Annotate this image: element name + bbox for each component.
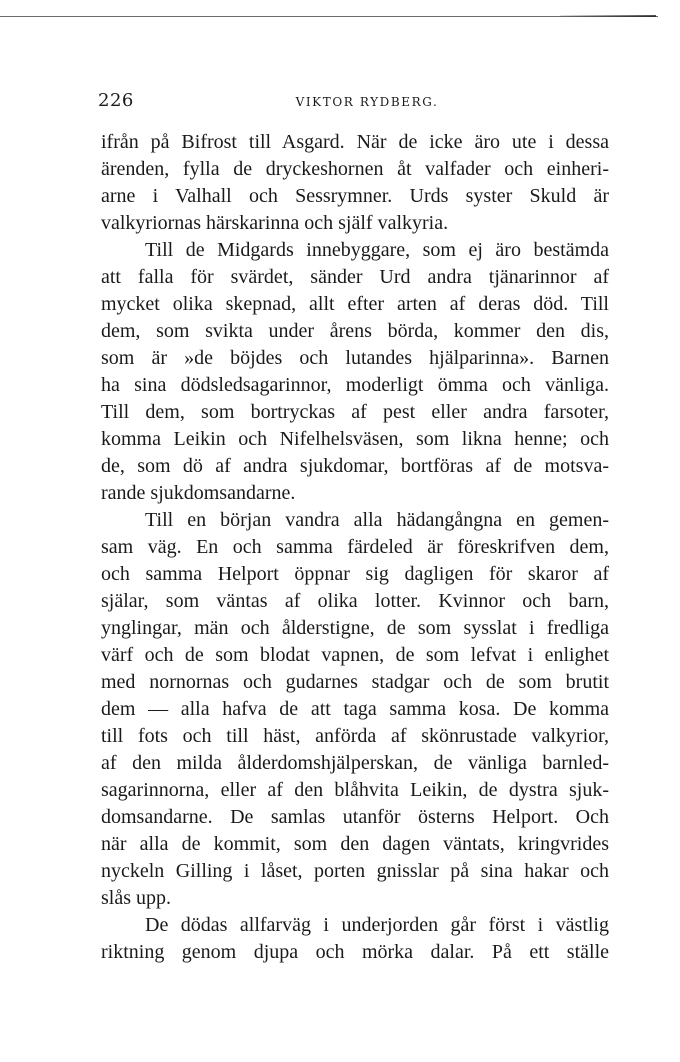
text-line: själar, som väntas af olika lotter. Kvinnor och barn, <box>101 590 609 612</box>
text-line: domsandarne. De samlas utanför österns Helport. Och <box>101 806 609 828</box>
text-line: ärenden, fylla de dryckeshornen åt valfader och einheri- <box>101 158 609 180</box>
text-line: när alla de kommit, som den dagen väntats, kringvrides <box>101 833 609 855</box>
text-line: att falla för svärdet, sänder Urd andra tjänarinnor af <box>101 266 609 288</box>
text-line: slås upp. <box>101 887 171 909</box>
text-line: ifrån på Bifrost till Asgard. När de icke äro ute i dessa <box>101 131 609 153</box>
text-line: till fots och till häst, anförda af skönrustade valkyrior, <box>101 725 609 747</box>
text-line: som är »de böjdes och lutandes hjälparinna». Barnen <box>101 347 609 369</box>
text-line: och samma Helport öppnar sig dagligen för skaror af <box>101 563 609 585</box>
text-line: arne i Valhall och Sessrymner. Urds syster Skuld är <box>101 185 609 207</box>
text-line: valkyriornas härskarinna och själf valkyria. <box>101 212 449 234</box>
text-line: sam väg. En och samma färdeled är föreskrifven dem, <box>101 536 609 558</box>
running-head: VIKTOR RYDBERG. <box>295 95 439 109</box>
text-line: af den milda ålderdomshjälperskan, de vänliga barnled- <box>101 752 609 774</box>
text-line: de, som dö af andra sjukdomar, bortföras af de motsva- <box>101 455 609 477</box>
paragraph-start-line: De dödas allfarväg i underjorden går först i västlig <box>145 914 609 936</box>
paragraph-start-line: Till de Midgards innebyggare, som ej äro bestämda <box>145 239 609 261</box>
text-line: dem — alla hafva de att taga samma kosa. De komma <box>101 698 609 720</box>
text-line: rande sjukdomsandarne. <box>101 482 296 504</box>
text-line: Till dem, som bortryckas af pest eller andra farsoter, <box>101 401 609 423</box>
text-line: värf och de som blodat vapnen, de som lefvat i enlighet <box>101 644 609 666</box>
body-text <box>101 129 609 966</box>
top-rule-shading <box>560 15 656 17</box>
text-line: riktning genom djupa och mörka dalar. På ett ställe <box>101 941 609 963</box>
text-line: ynglingar, män och ålderstigne, de som sysslat i fredliga <box>101 617 609 639</box>
text-line: sagarinnorna, eller af den blåhvita Leikin, de dystra sjuk- <box>101 779 609 801</box>
text-line: med nornornas och gudarnes stadgar och de som brutit <box>101 671 609 693</box>
page-number: 226 <box>98 90 134 111</box>
paragraph-start-line: Till en början vandra alla hädangångna en gemen- <box>145 509 609 531</box>
text-line: dem, som svikta under årens börda, kommer den dis, <box>101 320 609 342</box>
text-line: nyckeln Gilling i låset, porten gnisslar på sina hakar och <box>101 860 609 882</box>
page-header <box>98 90 610 116</box>
text-line: komma Leikin och Nifelhelsväsen, som likna henne; och <box>101 428 609 450</box>
text-line: mycket olika skepnad, allt efter arten af deras död. Till <box>101 293 609 315</box>
text-line: ha sina dödsledsagarinnor, moderligt ömma och vänliga. <box>101 374 609 396</box>
